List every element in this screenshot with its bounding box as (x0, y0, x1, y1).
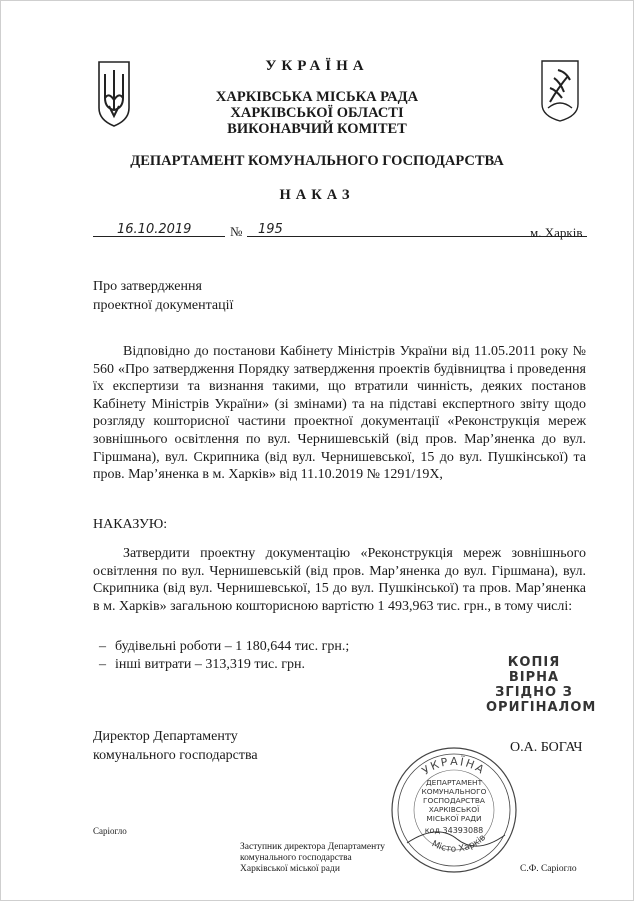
document-type: НАКАЗ (279, 187, 355, 203)
city-label: м. Харків (530, 225, 583, 240)
certification-position (240, 842, 385, 875)
copy-stamp-line-2: ЗГІДНО З (495, 685, 573, 700)
stamp-line-3: ГОСПОДАРСТВА (423, 796, 485, 805)
stamp-line-4: ХАРКІВСЬКОЇ (428, 805, 480, 814)
number-label: № (230, 224, 243, 239)
stamp-code: код 34393088 (424, 826, 484, 835)
position-line-2: комунального господарства (93, 748, 258, 763)
order-number: 195 (258, 222, 283, 237)
position-line-1: Директор Департаменту (93, 729, 238, 744)
decision-text: Затвердити проектну документацію «Реконструкція мереж зовнішнього освітлення по вул. Чернишевській (від пров. Мар’яненка до вул. Гіршмана), вул. Скрипника (від вул. Чернишевської, 15 до вул. Пушкінської) та пров. Мар’яненка в м. Харків» загальною кошторисною вартістю 1 493,963 тис. грн., в тому числі: (93, 546, 586, 614)
list-item: – інші витрати – 313,319 тис. грн. (93, 656, 586, 674)
certification-line-3: Харківської міської ради (240, 864, 340, 874)
stamp-top-text: УКРАЇНА (419, 754, 489, 778)
stamp-line-2: КОМУНАЛЬНОГО (421, 787, 487, 796)
official-round-stamp (387, 743, 522, 878)
country-heading: УКРАЇНА (265, 58, 369, 74)
subject-line-2: проектної документації (93, 298, 234, 313)
stamp-bottom-text: Місто Харків (429, 832, 489, 855)
certification-line-2: комунального господарства (240, 853, 352, 863)
signatory-name: О.А. БОГАЧ (510, 740, 583, 755)
svg-text:УКРАЇНА (420, 755, 488, 778)
subject-line-1: Про затвердження (93, 279, 202, 294)
subject (93, 277, 233, 315)
council-line-1: ХАРКІВСЬКА МІСЬКА РАДА (215, 89, 419, 105)
department-heading: ДЕПАРТАМЕНТ КОМУНАЛЬНОГО ГОСПОДАРСТВА (130, 153, 504, 169)
stamp-line-5: МІСЬКОЇ РАДИ (426, 814, 482, 823)
executor-note: Саріогло (93, 826, 127, 836)
svg-text:Місто Харків (430, 833, 488, 855)
copy-stamp-line-1: КОПІЯ ВІРНА (507, 655, 561, 685)
certification-line-1: Заступник директора Департаменту (240, 842, 386, 852)
order-word: НАКАЗУЮ: (93, 517, 168, 532)
copy-stamp-line-3: ОРИГІНАЛОМ (486, 700, 597, 715)
preamble-paragraph (93, 343, 586, 484)
signatory-position (93, 727, 258, 765)
list-item: – будівельні роботи – 1 180,644 тис. грн.; (93, 638, 586, 656)
order-date: 16.10.2019 (117, 222, 192, 237)
council-line-3: ВИКОНАВЧИЙ КОМІТЕТ (227, 121, 407, 137)
decision-paragraph (93, 545, 586, 615)
copy-certified-stamp (486, 655, 597, 715)
certification-name: С.Ф. Саріогло (520, 864, 577, 874)
preamble-text: Відповідно до постанови Кабінету Міністрів України від 11.05.2011 року № 560 «Про затвердження Порядку затвердження проектів будівництва і проведення їх експертизи та визнання такими, що втратили чинність, деяких постанов Кабінету Міністрів України» (зі змінами) та на підставі експертного звіту щодо розгляду кошторисної частини проектної документації «Реконструкція мереж зовнішнього освітлення по вул. Чернишевській (від пров. Мар’яненка до вул. Гіршмана), вул. Скрипника (від вул. Чернишевської, 15 до вул. Пушкінської) та пров. Мар’яненка в м. Харків» від 11.10.2019 № 1291/19Х, (93, 344, 586, 483)
stamp-line-1: ДЕПАРТАМЕНТ (425, 778, 483, 787)
council-line-2: ХАРКІВСЬКОЇ ОБЛАСТІ (230, 105, 404, 121)
council-heading (0, 89, 634, 137)
